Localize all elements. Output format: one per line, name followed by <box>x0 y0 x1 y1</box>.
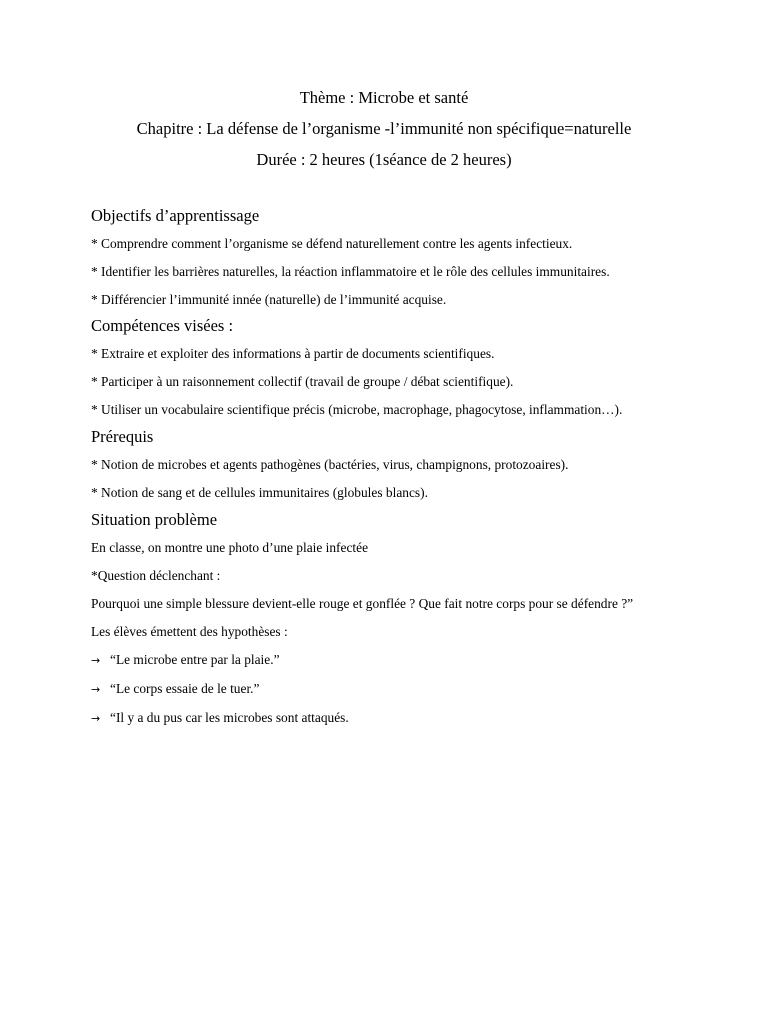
document-body <box>91 206 661 738</box>
objectif-item-1: * Comprendre comment l’organisme se défend naturellement contre les agents infectieux. <box>91 236 573 251</box>
objectif-item-3: * Différencier l’immunité innée (naturelle) de l’immunité acquise. <box>91 292 447 307</box>
prerequis-item-1: * Notion de microbes et agents pathogènes (bactéries, virus, champignons, protozoaires). <box>91 457 569 472</box>
objectifs-title: Objectifs d’apprentissage <box>91 206 260 225</box>
situation-intro: En classe, on montre une photo d’une plaie infectée <box>91 540 369 555</box>
competence-item-3: * Utiliser un vocabulaire scientifique précis (microbe, macrophage, phagocytose, inflammation…). <box>91 402 623 417</box>
competences-title: Compétences visées : <box>91 316 234 335</box>
question-text: Pourquoi une simple blessure devient-elle rouge et gonflée ? Que fait notre corps pour se défendre ?” <box>91 596 634 611</box>
theme-heading: Thème : Microbe et santé <box>299 88 469 107</box>
prerequis-item-2: * Notion de sang et de cellules immunitaires (globules blancs). <box>91 485 428 500</box>
hypothesis-text: “Le microbe entre par la plaie.” <box>110 652 280 667</box>
competence-item-2: * Participer à un raisonnement collectif (travail de groupe / débat scientifique). <box>91 374 514 389</box>
arrow-right-icon: → <box>91 683 101 696</box>
hypotheses-intro: Les élèves émettent des hypothèses : <box>91 624 288 639</box>
arrow-right-icon: → <box>91 712 101 725</box>
chapter-heading: Chapitre : La défense de l’organisme -l’immunité non spécifique=naturelle <box>136 119 632 138</box>
hypothesis-item <box>91 651 661 669</box>
hypothesis-item <box>91 709 661 727</box>
objectif-item-2: * Identifier les barrières naturelles, la réaction inflammatoire et le rôle des cellules immunitaires. <box>91 264 610 279</box>
competence-item-1: * Extraire et exploiter des informations à partir de documents scientifiques. <box>91 346 495 361</box>
situation-title: Situation problème <box>91 510 218 529</box>
hypothesis-item <box>91 680 661 698</box>
hypothesis-text: “Il y a du pus car les microbes sont attaqués. <box>110 710 349 725</box>
arrow-right-icon: → <box>91 654 101 667</box>
hypothesis-text: “Le corps essaie de le tuer.” <box>110 681 260 696</box>
question-label: *Question déclenchant : <box>91 568 221 583</box>
prerequis-title: Prérequis <box>91 427 154 446</box>
duration-heading: Durée : 2 heures (1séance de 2 heures) <box>256 150 512 169</box>
